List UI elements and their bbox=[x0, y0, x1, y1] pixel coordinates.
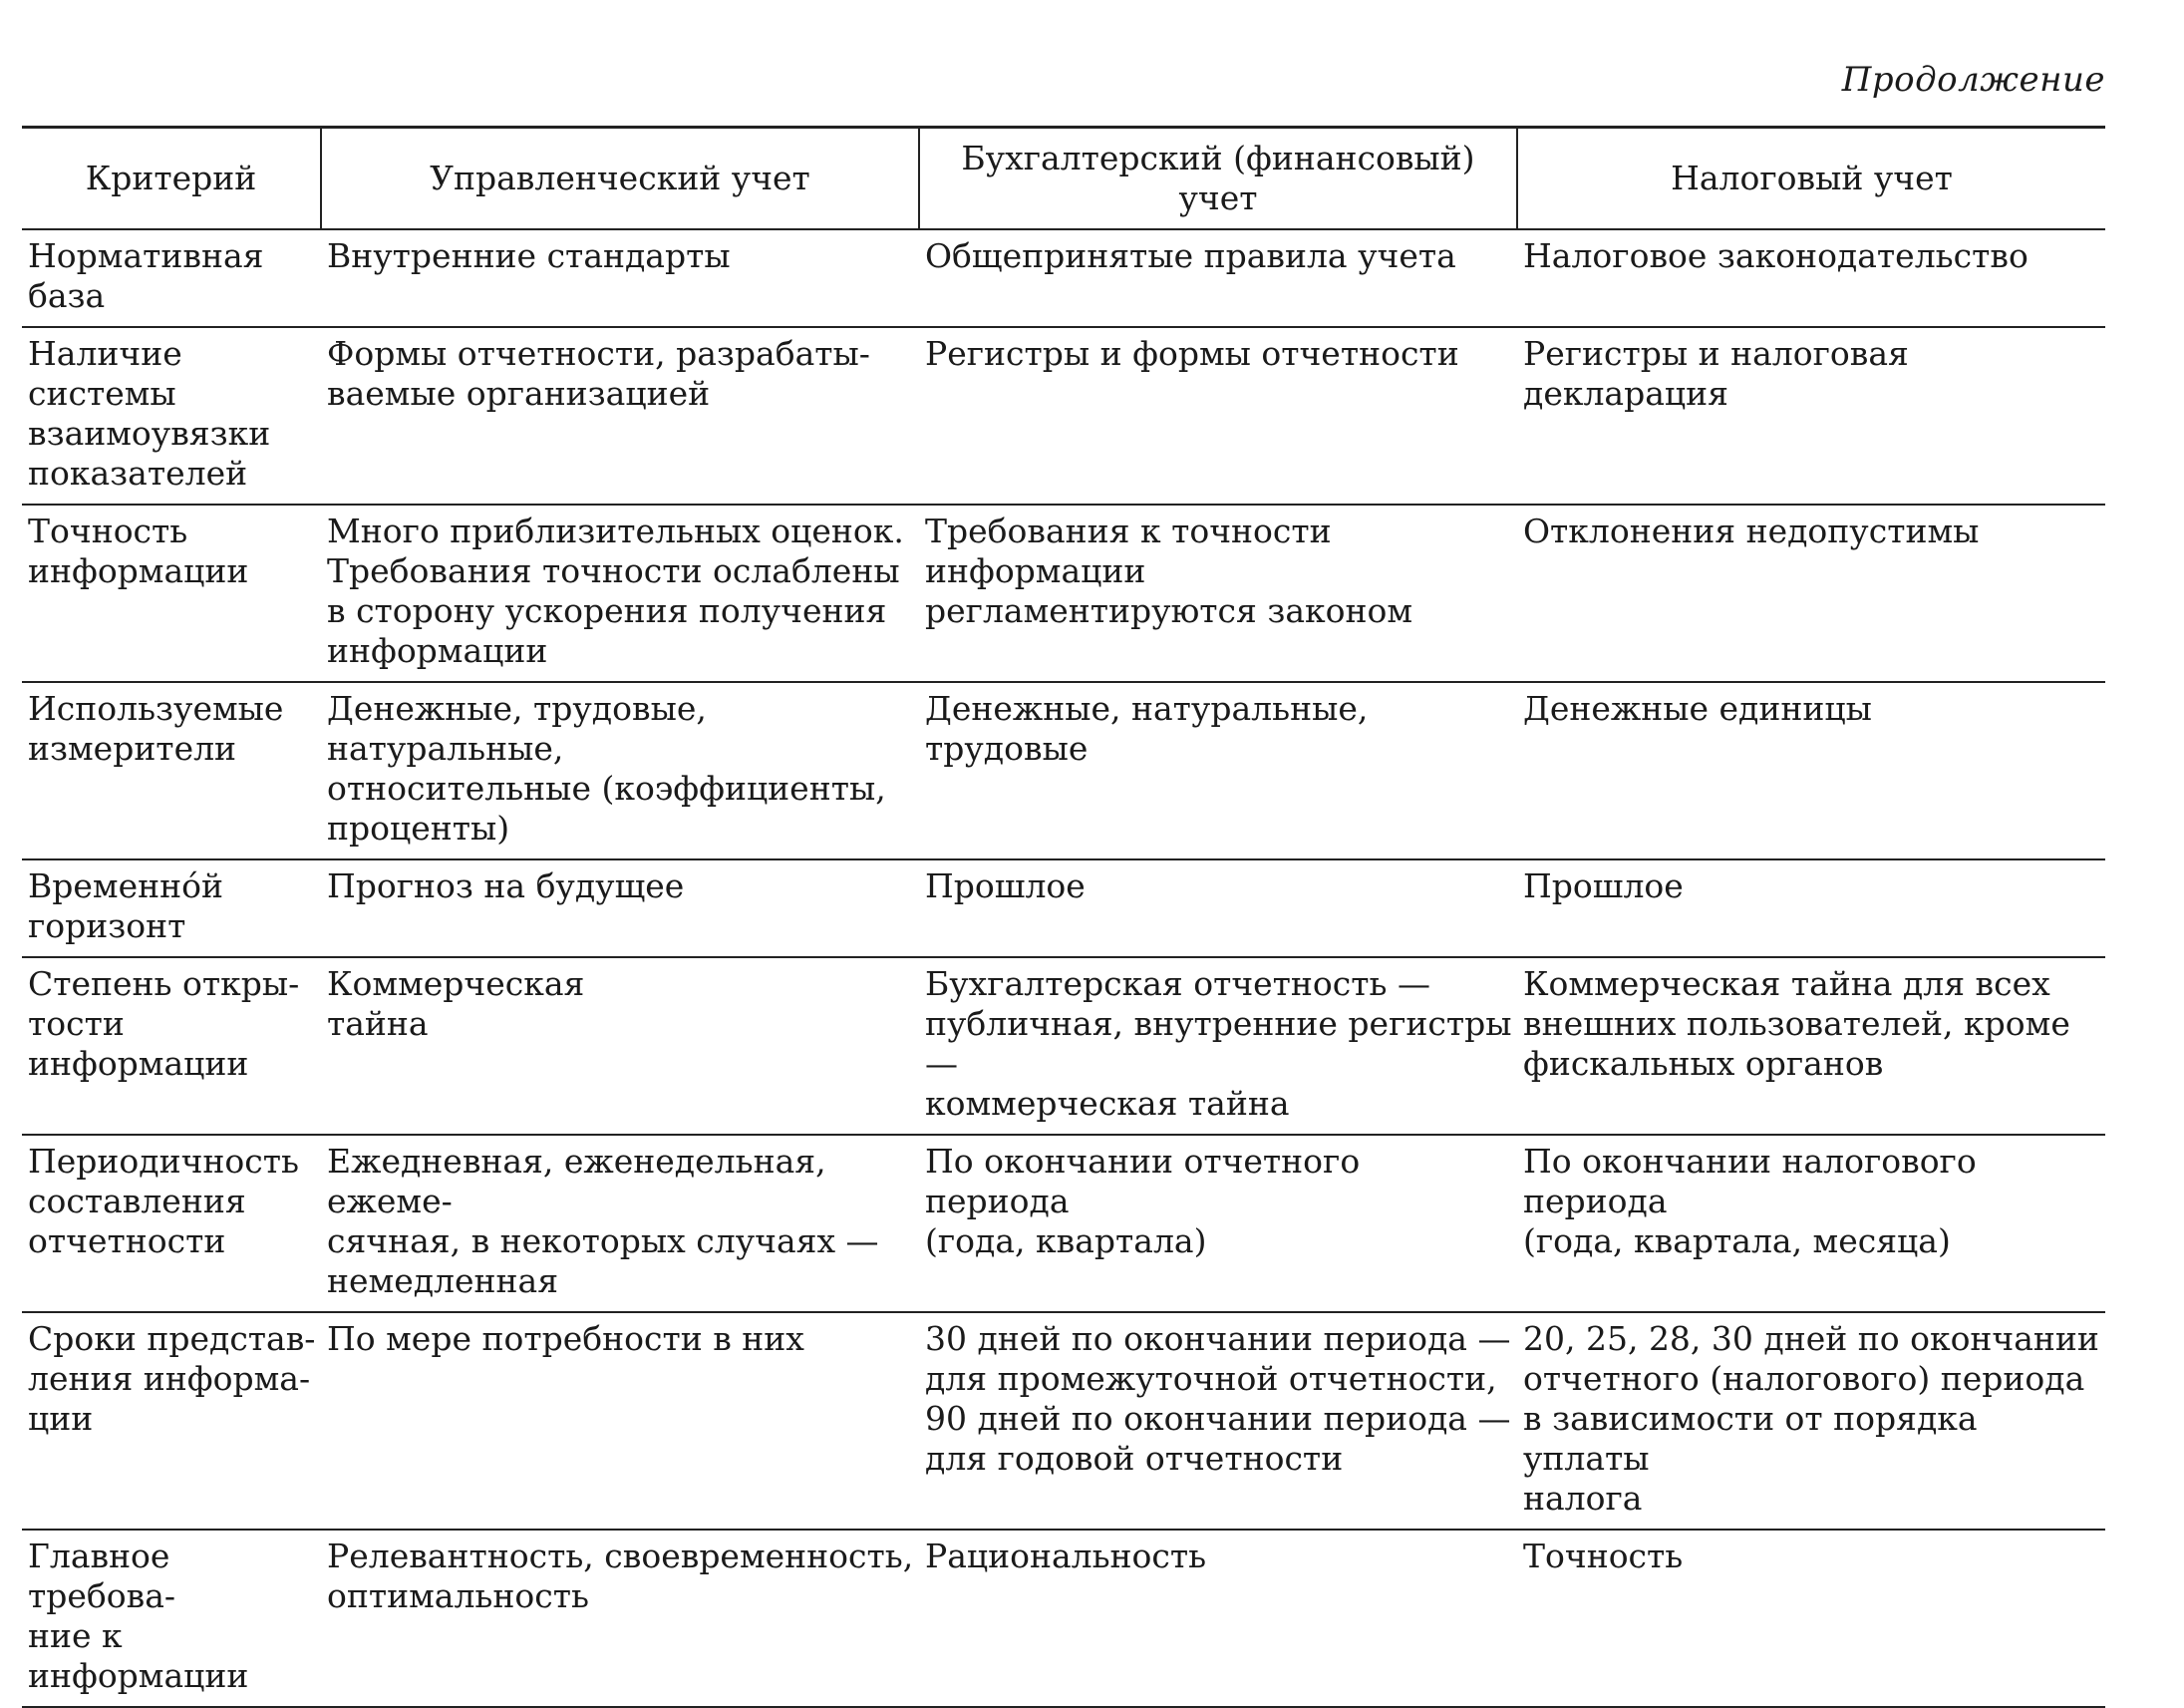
management-cell: Формы отчетности, разрабаты- ваемые организацией bbox=[321, 327, 919, 505]
header-management-accounting: Управленческий учет bbox=[321, 128, 919, 230]
tax-cell: 20, 25, 28, 30 дней по окончании отчетного (налогового) периода в зависимости от порядка уплаты налога bbox=[1517, 1312, 2105, 1530]
management-cell: Прогноз на будущее bbox=[321, 859, 919, 957]
table-row bbox=[22, 1312, 2105, 1530]
management-cell: По мере потребности в них bbox=[321, 1312, 919, 1530]
header-criterion: Критерий bbox=[22, 128, 321, 230]
management-cell: Внутренние стандарты bbox=[321, 229, 919, 327]
criterion-cell: Наличие системы взаимоувязки показателей bbox=[22, 327, 321, 505]
financial-cell: 30 дней по окончании периода — для промежуточной отчетности, 90 дней по окончании периода — для годовой отчетности bbox=[919, 1312, 1517, 1530]
table-row bbox=[22, 1530, 2105, 1707]
financial-cell: По окончании отчетного периода (года, квартала) bbox=[919, 1135, 1517, 1312]
table-row bbox=[22, 327, 2105, 505]
management-cell: Коммерческая тайна bbox=[321, 957, 919, 1135]
continuation-label: Продолжение bbox=[1841, 60, 2105, 100]
tax-cell: Регистры и налоговая декларация bbox=[1517, 327, 2105, 505]
management-cell: Денежные, трудовые, натуральные, относительные (коэффициенты, проценты) bbox=[321, 682, 919, 859]
management-cell: Много приблизительных оценок. Требования точности ослаблены в сторону ускорения получения информации bbox=[321, 505, 919, 682]
comparison-table bbox=[22, 126, 2105, 1708]
financial-cell: Денежные, натуральные, трудовые bbox=[919, 682, 1517, 859]
tax-cell: Точность bbox=[1517, 1530, 2105, 1707]
financial-cell: Рациональность bbox=[919, 1530, 1517, 1707]
criterion-cell: Степень откры- тости информации bbox=[22, 957, 321, 1135]
header-tax-accounting: Налоговый учет bbox=[1517, 128, 2105, 230]
tax-cell: Отклонения недопустимы bbox=[1517, 505, 2105, 682]
financial-cell: Бухгалтерская отчетность — публичная, внутренние регистры — коммерческая тайна bbox=[919, 957, 1517, 1135]
financial-cell: Общепринятые правила учета bbox=[919, 229, 1517, 327]
table-row bbox=[22, 682, 2105, 859]
table-row bbox=[22, 1135, 2105, 1312]
tax-cell: Налоговое законодательство bbox=[1517, 229, 2105, 327]
criterion-cell: Периодичность составления отчетности bbox=[22, 1135, 321, 1312]
criterion-cell: Нормативная база bbox=[22, 229, 321, 327]
criterion-cell: Временнóй горизонт bbox=[22, 859, 321, 957]
management-cell: Ежедневная, еженедельная, ежеме- сячная, в некоторых случаях — немедленная bbox=[321, 1135, 919, 1312]
table-header-row bbox=[22, 128, 2105, 230]
table-row bbox=[22, 957, 2105, 1135]
tax-cell: Коммерческая тайна для всех внешних пользователей, кроме фискальных органов bbox=[1517, 957, 2105, 1135]
management-cell: Релевантность, своевременность, оптимальность bbox=[321, 1530, 919, 1707]
header-financial-accounting: Бухгалтерский (финансовый) учет bbox=[919, 128, 1517, 230]
criterion-cell: Используемые измерители bbox=[22, 682, 321, 859]
criterion-cell: Главное требова- ние к информации bbox=[22, 1530, 321, 1707]
table-row bbox=[22, 505, 2105, 682]
tax-cell: Денежные единицы bbox=[1517, 682, 2105, 859]
table-row bbox=[22, 229, 2105, 327]
criterion-cell: Сроки представ- ления информа- ции bbox=[22, 1312, 321, 1530]
tax-cell: Прошлое bbox=[1517, 859, 2105, 957]
criterion-cell: Точность информации bbox=[22, 505, 321, 682]
table-row bbox=[22, 859, 2105, 957]
financial-cell: Прошлое bbox=[919, 859, 1517, 957]
tax-cell: По окончании налогового периода (года, квартала, месяца) bbox=[1517, 1135, 2105, 1312]
financial-cell: Регистры и формы отчетности bbox=[919, 327, 1517, 505]
financial-cell: Требования к точности информации регламентируются законом bbox=[919, 505, 1517, 682]
